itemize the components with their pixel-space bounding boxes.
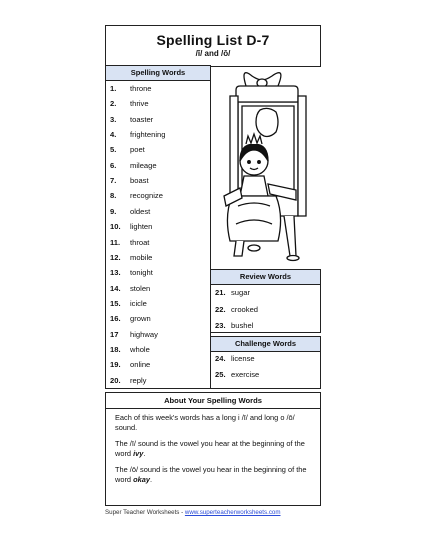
word-text: grown <box>130 314 151 324</box>
footer-brand: Super Teacher Worksheets - <box>105 509 185 516</box>
word-text: whole <box>130 344 150 354</box>
word-number: 16. <box>110 314 121 324</box>
word-text: throne <box>130 84 152 93</box>
word-number: 22. <box>215 304 226 314</box>
word-number: 1. <box>110 84 117 93</box>
word-row <box>106 342 210 357</box>
page-title: Spelling List D-7 <box>156 32 270 48</box>
word-text: recognize <box>130 191 163 201</box>
word-text: mileage <box>130 160 157 170</box>
word-row <box>106 327 210 342</box>
footer <box>105 509 281 516</box>
footer-link[interactable]: www.superteacherworksheets.com <box>184 509 281 516</box>
word-row <box>106 265 210 280</box>
word-text: sugar <box>231 288 250 297</box>
about-box <box>105 392 321 506</box>
word-text: thrive <box>130 99 149 109</box>
word-number: 4. <box>110 130 117 140</box>
word-number: 23. <box>215 321 226 330</box>
word-text: throat <box>130 237 150 247</box>
word-number: 24. <box>215 354 226 363</box>
word-text: mobile <box>130 252 153 262</box>
about-body <box>106 409 320 485</box>
about-paragraph-2 <box>115 439 312 459</box>
title-box <box>105 25 321 67</box>
word-number: 7. <box>110 176 117 186</box>
word-row <box>211 301 320 318</box>
word-text: license <box>231 354 255 363</box>
word-text: stolen <box>130 283 151 293</box>
word-text: poet <box>130 145 145 155</box>
word-text: lighten <box>130 222 153 232</box>
about-p3-text: The /ō/ sound is the vowel you hear in the beginning of the word <box>115 465 307 484</box>
word-row <box>106 127 210 142</box>
spelling-words-header: Spelling Words <box>106 66 210 81</box>
word-text: highway <box>130 329 158 339</box>
about-p2-end: . <box>143 449 146 458</box>
word-text: online <box>130 360 151 370</box>
page-subtitle: /ī/ and /ō/ <box>195 49 231 58</box>
challenge-words-box <box>210 336 321 389</box>
word-row <box>106 204 210 219</box>
word-number: 13. <box>110 268 121 278</box>
about-p2-keyword: ivy <box>133 449 144 458</box>
about-header: About Your Spelling Words <box>106 393 320 409</box>
word-number: 10. <box>110 222 121 232</box>
word-row <box>211 284 320 301</box>
challenge-words-header: Challenge Words <box>211 337 320 352</box>
word-row <box>106 296 210 311</box>
word-row <box>106 112 210 127</box>
word-number: 15. <box>110 298 121 308</box>
word-text: icicle <box>130 298 147 308</box>
word-text: boast <box>130 176 149 186</box>
word-number: 20. <box>110 375 121 385</box>
word-text: reply <box>130 375 147 385</box>
princess-throne-illustration <box>210 66 319 266</box>
word-number: 12. <box>110 252 121 262</box>
word-text: oldest <box>130 206 151 216</box>
word-number: 5. <box>110 145 117 155</box>
word-row <box>106 281 210 296</box>
word-row <box>211 366 320 383</box>
word-row <box>106 373 210 388</box>
about-paragraph-1: Each of this week's words has a long i /ī/ and long o /ō/ sound. <box>115 413 295 432</box>
word-row <box>106 219 210 234</box>
word-number: 21. <box>215 288 226 297</box>
word-number: 18. <box>110 344 121 354</box>
word-row <box>106 158 210 173</box>
word-number: 25. <box>215 369 226 379</box>
word-row <box>106 357 210 372</box>
spelling-words-box <box>105 65 211 389</box>
word-row <box>106 250 210 265</box>
about-p3-keyword: okay <box>133 475 150 484</box>
word-number: 2. <box>110 99 117 109</box>
word-text: exercise <box>231 369 260 379</box>
word-number: 3. <box>110 114 117 124</box>
word-row <box>211 350 320 367</box>
word-text: crooked <box>231 304 259 314</box>
word-row <box>106 173 210 188</box>
word-text: frightening <box>130 130 166 140</box>
word-number: 17 <box>110 329 119 339</box>
word-text: toaster <box>130 114 154 124</box>
word-text: bushel <box>231 321 254 330</box>
word-number: 14. <box>110 283 121 293</box>
word-row <box>106 96 210 111</box>
word-row <box>106 311 210 326</box>
word-number: 11. <box>110 237 121 247</box>
review-words-box <box>210 269 321 333</box>
word-row <box>106 235 210 250</box>
review-words-header: Review Words <box>211 270 320 285</box>
word-number: 19. <box>110 360 121 370</box>
about-paragraph-3 <box>115 465 312 485</box>
word-number: 9. <box>110 206 117 216</box>
word-row <box>106 81 210 96</box>
word-number: 8. <box>110 191 117 201</box>
word-text: tonight <box>130 268 153 278</box>
about-p2-text: The /ī/ sound is the vowel you hear at the beginning of the word <box>115 439 305 458</box>
word-row <box>211 317 320 334</box>
about-p3-end: . <box>149 475 152 484</box>
word-row <box>106 142 210 157</box>
word-number: 6. <box>110 160 117 170</box>
word-row <box>106 188 210 203</box>
